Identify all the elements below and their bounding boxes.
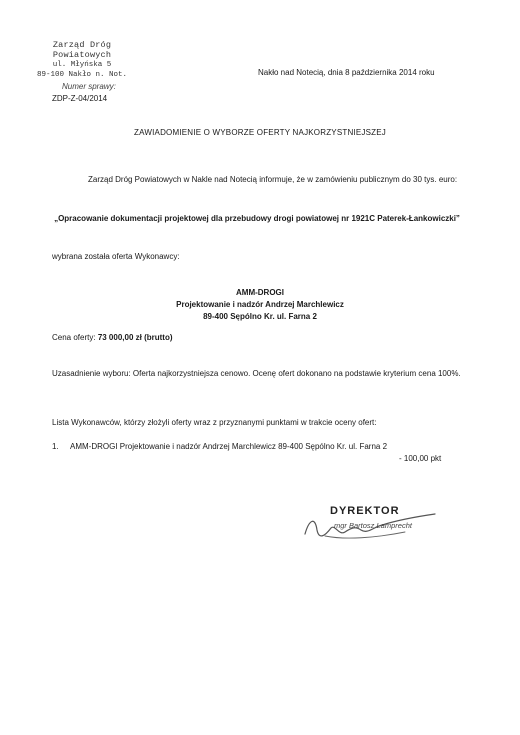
stamp-org-name: Zarząd Dróg Powiatowych: [52, 40, 112, 60]
list-item-text: AMM-DROGI Projektowanie i nadzór Andrzej Marchlewicz 89-400 Sępólno Kr. ul. Farna 2: [70, 442, 388, 451]
price-label: Cena oferty:: [52, 333, 96, 342]
contractor-address: 89-400 Sępólno Kr. ul. Farna 2: [203, 312, 317, 321]
chosen-offer-text: wybrana została oferta Wykonawcy:: [52, 252, 180, 261]
contractor-list-heading: Lista Wykonawców, którzy złożyli oferty wraz z przyznanymi punktami w trakcie oceny ofert:: [52, 418, 377, 427]
contractor-block: [0, 287, 520, 323]
stamp-city: 89-100 Nakło n. Not.: [36, 71, 127, 79]
intro-paragraph: Zarząd Dróg Powiatowych w Nakle nad Notecią informuje, że w zamówieniu publicznym do 30 tys. euro:: [88, 175, 458, 184]
list-item-points: - 100,00 pkt: [399, 454, 442, 463]
case-number-label: Numer sprawy:: [62, 82, 116, 91]
selection-reason: Uzasadnienie wyboru: Oferta najkorzystniejsza cenowo. Ocenę ofert dokonano na podstawie kryterium cena 100%.: [52, 369, 461, 378]
contractor-name: AMM-DROGI: [236, 288, 284, 297]
offer-price: [52, 333, 173, 342]
organization-stamp: [22, 40, 142, 80]
price-value: 73 000,00 zł (brutto): [97, 333, 173, 342]
document-title: ZAWIADOMIENIE O WYBORZE OFERTY NAJKORZYSTNIEJSZEJ: [134, 128, 386, 137]
case-number: ZDP-Z-04/2014: [52, 94, 108, 103]
list-item-number: 1.: [52, 442, 59, 451]
contract-subject: „Opracowanie dokumentacji projektowej dla przebudowy drogi powiatowej nr 1921C Paterek-Łankowiczki”: [54, 214, 460, 223]
contractor-line2: Projektowanie i nadzór Andrzej Marchlewicz: [176, 300, 344, 309]
stamp-street: ul. Młyńska 5: [52, 61, 112, 69]
place-date: Nakło nad Notecią, dnia 8 października 2014 roku: [258, 68, 435, 77]
signature-name: mgr Bartosz Lamprecht: [334, 521, 412, 530]
signature-title: DYREKTOR: [330, 505, 400, 517]
